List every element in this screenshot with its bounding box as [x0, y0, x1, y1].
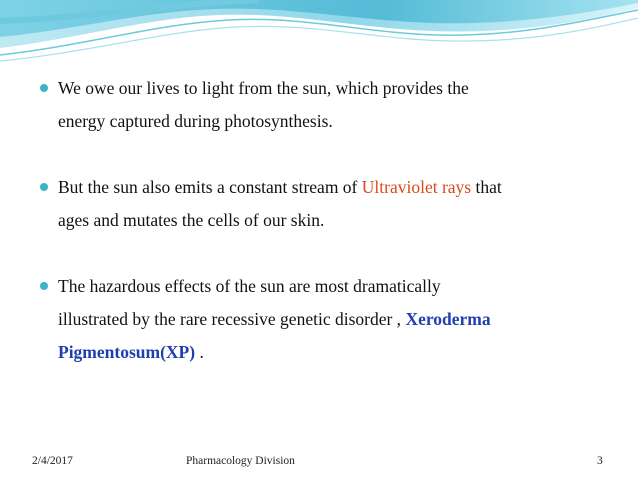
bullet-3-text-after-term: .: [195, 342, 204, 362]
footer-date: 2/4/2017: [32, 455, 73, 467]
footer-organization: Pharmacology Division: [186, 455, 295, 467]
pigmentosum-term: Pigmentosum(XP): [58, 342, 196, 362]
bullet-item-2: [40, 171, 610, 237]
bullet-3-line-2: [58, 303, 610, 336]
bullet-3-line-1: The hazardous effects of the sun are most dramatically: [58, 276, 441, 296]
bullet-item-3: [40, 270, 610, 369]
bullet-2-line-1: [58, 171, 610, 204]
bullet-2-text-after-highlight: that: [471, 177, 502, 197]
bullet-dot-icon: [40, 183, 48, 191]
slide-footer: [0, 455, 638, 471]
page-number: 3: [597, 455, 603, 467]
bullet-3-line-3: [58, 336, 610, 369]
bullet-dot-icon: [40, 282, 48, 290]
bullet-list: [40, 72, 610, 369]
bullet-2-text-before-highlight: But the sun also emits a constant stream of: [58, 177, 362, 197]
top-wave-decoration: [0, 0, 638, 80]
bullet-1-line-2: energy captured during photosynthesis.: [58, 111, 333, 131]
xeroderma-term: Xeroderma: [405, 309, 491, 329]
bullet-dot-icon: [40, 84, 48, 92]
bullet-2-line-2: ages and mutates the cells of our skin.: [58, 210, 325, 230]
bullet-3-text-before-term: illustrated by the rare recessive genetic disorder ,: [58, 309, 406, 329]
ultraviolet-rays-highlight: Ultraviolet rays: [361, 177, 472, 197]
bullet-item-1: [40, 72, 610, 138]
bullet-1-line-1: We owe our lives to light from the sun, which provides the: [58, 78, 469, 98]
